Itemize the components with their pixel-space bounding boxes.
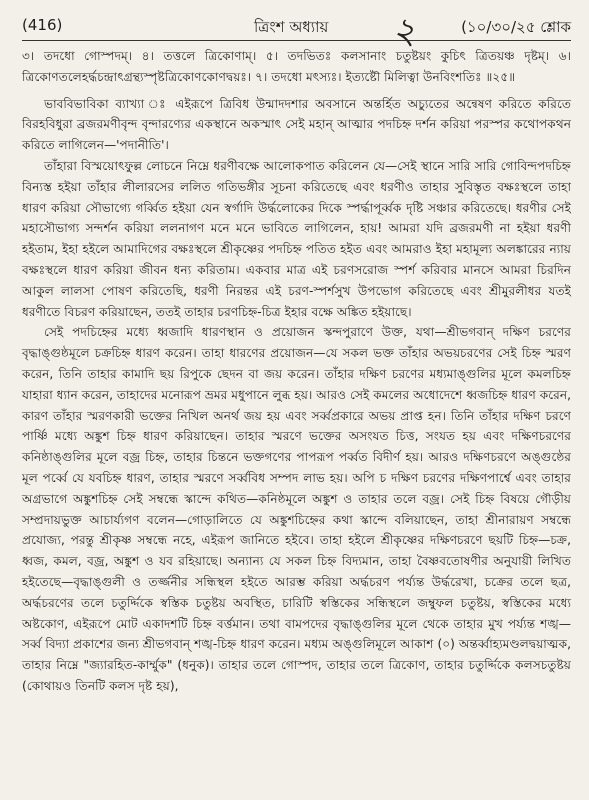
handwritten-mark: ২ (392, 11, 416, 52)
paragraph-footprints-description: তাঁহারা বিস্ময়োৎফুল্ল লোচনে নিম্নে ধরণীবক্ষে আলোকপাত করিলেন যে—সেই স্থানে সারি সারি গোবিন্দপদচিহ্ন বিন্যস্ত হইয়া তাঁহার লীলারসের ললিত গতিভঙ্গীর সূচনা করিতেছে এবং ধরণীও তাহার সুবিস্তৃত বক্ষঃস্থলে তাহা ধারণ করিয়া সৌভাগ্যে গর্ব্বিত হইয়া যেন স্বর্গাদি উর্দ্ধলোকের দিকে স্পর্দ্ধাপূর্ব্বক দৃষ্টি সঞ্চার করিতেছে। ধরণীর সেই মহাসৌভাগ্য সন্দর্শন করিয়া ললনাগণ মনে মনে ভাবিতে লাগিলেন, হায়! আমরা যদি ব্রজরমণী না হইয়া ধরণী হইতাম, ইহা হইলে আমাদিগের বক্ষঃস্থলে শ্রীকৃষ্ণের পদচিহ্ন পতিত হইত এবং আমরাও ইহা মহামূল্য অলঙ্কারের ন্যায় বক্ষঃস্থলে ধারণ করিয়া জীবন ধন্য করিতাম। একবার মাত্র এই চরণসরোজ স্পর্শ করিবার মানসে আমরা চিরদিন আকুল লালসা পোষণ করিতেছি, ধরণী নিরন্তর এই চরণ-স্পর্শসুখ উপভোগ করিতেছে এবং শ্রীমুরলীধর যতই ধরণীতে বিচরণ করিয়াছেন, ততই তাহার চরণচিহ্ন-চিত্র ইহার বক্ষে অঙ্কিত হইয়াছে। (22, 158, 571, 319)
paragraph-foot-symbols: সেই পদচিহ্নের মধ্যে ধ্বজাদি ধারণস্থান ও প্রয়োজন স্কন্দপুরাণে উক্ত, যথা—শ্রীভগবান্ দক্ষিণ চরণের বৃদ্ধাঙ্গুষ্ঠমূলে চক্রচিহ্ন ধারণ করেন। তাহা ধারণের প্রয়োজন—যে সকল ভক্ত তাঁহার অভয়চরণের সেই চিহ্ন স্মরণ করেন, তিনি তাহার কামাদি ছয় রিপুকে ছেদন বা জয় করেন। তাঁহার দক্ষিণ চরণের মধ্যমাঙ্গুলির মূলে কমলচিহ্ন যাহারা ধ্যান করেন, তাহাদের মনোরূপ ভ্রমর মধুপানে লুব্ধ হয়। আরও সেই কমলের অধোদেশে ধ্বজচিহ্ন ধারণ করেন, কারণ তাঁহার স্মরণকারী ভক্তের নিখিল অনর্থ জয় হয় এবং সর্ব্বপ্রকারে অভয় প্রাপ্ত হন। তিনি তাঁহার দক্ষিণ চরণে পার্ষ্ণি মধ্যে অঙ্কুশ চিহ্ন ধারণ করিয়াছেন। তাহার স্মরণে ভক্তের অসংযত চিত্ত, সংযত হয় এবং দক্ষিণচরণের কনিষ্ঠাঙ্গুলির মূলে বজ্র চিহ্ন, তাহার চিন্তনে ভক্তগণের পাপরূপ পর্ব্বত বিদীর্ণ হয়। আরও দক্ষিণচরণে অঙ্গুষ্ঠের মূল পর্ব্বে যে যবচিহ্ন ধারণ, তাহার স্মরণে সর্ব্ববিধ সম্পদ লাভ হয়। অপি চ দক্ষিণ চরণের দক্ষিণপার্শ্বে এবং তাহার অগ্রভাগে অঙ্কুশচিহ্ন সেই সম্বন্ধে স্কান্দে কথিত—কনিষ্ঠমূলে অঙ্কুশ ও তাহার তলে বজ্র। সেই চিহ্ন বিষয়ে গৌড়ীয় সম্প্রদায়ভুক্ত আচার্য্যগণ বলেন—গোড়ালিতে যে অঙ্কুশচিহ্নের কথা স্কান্দে বলিয়াছেন, তাহা শ্রীনারায়ণ সম্বন্ধে প্রযোজ্য, পরন্তু শ্রীকৃষ্ণ সম্বন্ধে নহে, এইরূপ জানিতে হইবে। তাহা হইলে শ্রীকৃষ্ণের দক্ষিণচরণে ছয়টি চিহ্ন—চক্র, ধ্বজ, কমল, বজ্র, অঙ্কুশ ও যব রহিয়াছে। অন্যান্য যে সকল চিহ্ন বিদ্যমান, তাহা বৈষ্ণবতোষণীর অনুযায়ী লিখিত হইতেছে—বৃদ্ধাঙ্গুলী ও তর্জ্জনীর সন্ধিস্থল হইতে আরম্ভ করিয়া অর্দ্ধচরণ পর্য্যন্ত উর্দ্ধরেখা, চক্রের তলে ছত্র, অর্দ্ধচরণের তলে চতুর্দ্দিকে স্বস্তিক চতুষ্টয় অবস্থিত, চারিটি স্বস্তিকের সন্ধিস্থলে জম্বুফল চতুষ্টয়, স্বস্তিকের মধ্যে অষ্টকোণ, এইরূপে মোট একাদশটি চিহ্ন বর্ত্তমান। তথা বামপদের বৃদ্ধাঙ্গুলির মূলে থেকে তাহার মুখ পর্য্যন্ত শঙ্খ—সর্ব্ব বিদ্যা প্রকাশের জন্য শ্রীভগবান্ শঙ্খ-চিহ্ন ধারণ করেন। মধ্যম অঙ্গুলিমূলে আকাশ (০) অন্তর্ব্বাহ্যমণ্ডলদ্বয়াত্মক, তাহার নিম্নে "জ্যারহিত-কার্ম্মুক" (ধনুক)। তাহার তলে গোস্পদ, তাহার তলে ত্রিকোণ, তাহার চতুর্দ্দিকে কলসচতুষ্টয় (কোথায়ও তিনটি কলস দৃষ্ট হয়), (22, 325, 571, 693)
verse-reference: (১০/৩০/২৫ শ্লোক (461, 18, 571, 36)
page-header (22, 10, 571, 52)
chapter-title: ত্রিংশ অধ্যায় (254, 18, 329, 36)
paragraph-commentary-intro: ভাববিভাবিকা ব্যাখ্যা ঃ এইরূপে ত্রিবিধ উন্মাদদশার অবসানে অন্তর্হিত অচ্যুতের অন্বেষণ করিতে করিতে বিরহবিধুরা ব্রজরমণীবৃন্দ বৃন্দারণ্যের একস্থানে অকস্মাৎ সেই মহান্ আত্মার পদচিহ্ন দর্শন করিয়া পরস্পর কথোপকথন করিতে লাগিলেন—'পদানীতি'। (22, 96, 571, 153)
verse-text: ৩। তদধো গোস্পদম্। ৪। তত্তলে ত্রিকোণাম্। ৫। তদভিতঃ কলসানাং চতুষ্টয়ং কুচিৎ ত্রিতয়ঞ্চ দৃষ্টম্। ৬। ত্রিকোণতলেহর্দ্ধচন্দ্রাৎগ্রন্থ্যস্পৃষ্টত্রিকোণকোণদ্বয়ঃ। ৭। তদধো মৎস্যঃ। ইত্যষ্টৌ মিলিত্বা উনবিংশতিঃ ॥২৫॥ (22, 49, 571, 84)
page-number: (416) (22, 16, 63, 34)
page-body (22, 46, 571, 697)
header-rule (22, 40, 571, 41)
